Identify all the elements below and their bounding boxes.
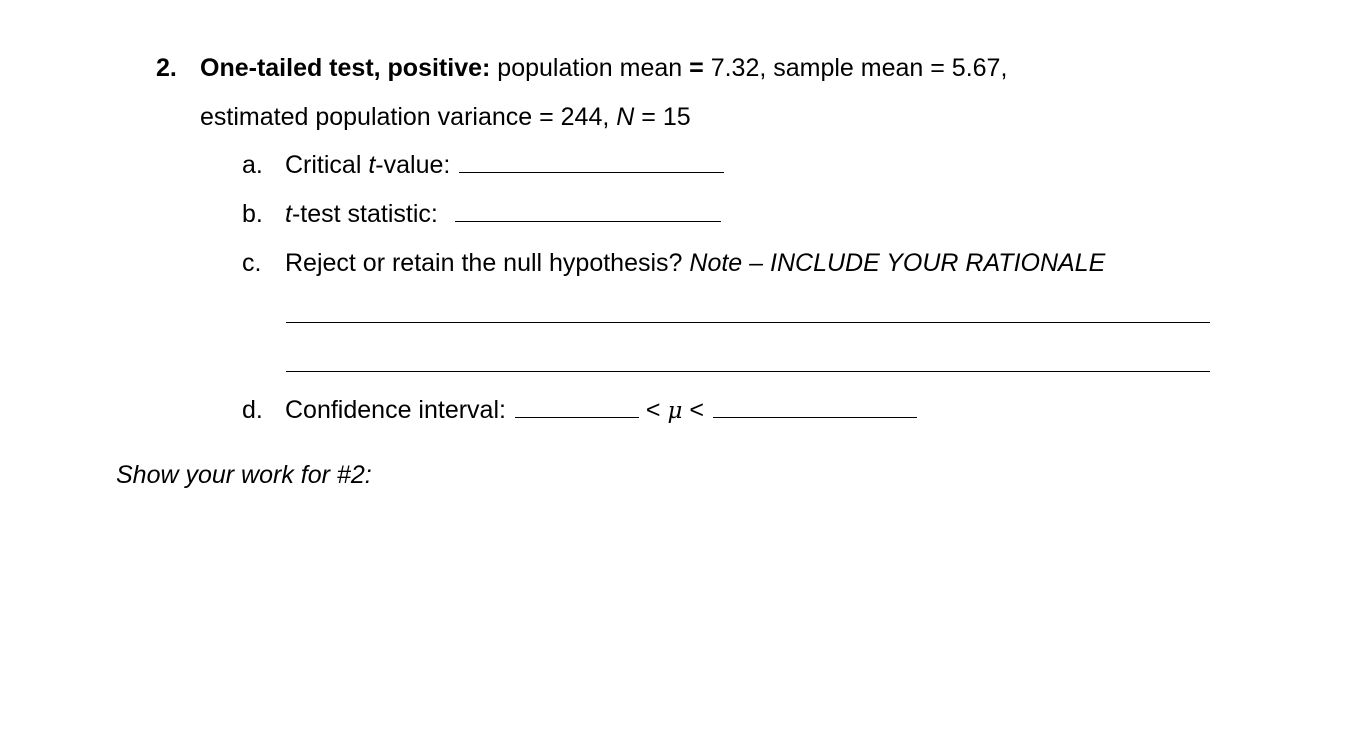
mu-symbol: μ [667,398,683,424]
ci-less-than-2: < [689,396,704,424]
pop-mean-label: population mean [497,54,683,82]
pop-mean-equals: = [689,54,704,82]
n-value: = 15 [641,103,691,131]
item-a-prefix: Critical [285,151,369,179]
item-b-suffix: -test statistic: [291,200,438,228]
rationale-line-1[interactable] [286,322,1210,323]
variance-text: estimated population variance = 244, [200,103,610,131]
item-d [242,395,917,425]
item-b-t: t [285,200,292,228]
ci-lower-blank[interactable] [515,395,639,418]
critical-t-blank[interactable] [459,150,724,173]
problem-heading: One-tailed test, positive: [200,54,491,82]
item-a-t: t [368,151,376,179]
item-a [242,150,724,180]
ci-less-than-1: < [645,396,661,424]
item-b-label: b. [242,200,263,228]
item-d-text: Confidence interval: [285,396,506,424]
rationale-line-2[interactable] [286,371,1210,372]
item-a-suffix: -value: [375,151,451,179]
item-a-label: a. [242,151,263,179]
item-c-note: Note – INCLUDE YOUR RATIONALE [689,249,1106,277]
item-c-label: c. [242,249,262,277]
item-b [242,199,721,229]
problem-second-line [200,102,691,132]
problem-values: 7.32, sample mean = 5.67, [710,54,1008,82]
show-work-prompt: Show your work for #2: [116,461,372,489]
ci-upper-blank[interactable] [713,395,917,418]
n-symbol: N [616,103,635,131]
item-c-text: Reject or retain the null hypothesis? [285,249,690,277]
t-statistic-blank[interactable] [455,199,721,222]
item-d-label: d. [242,396,263,424]
item-c [242,248,1105,278]
problem-number: 2. [156,54,177,82]
problem-heading-line [156,53,1007,83]
